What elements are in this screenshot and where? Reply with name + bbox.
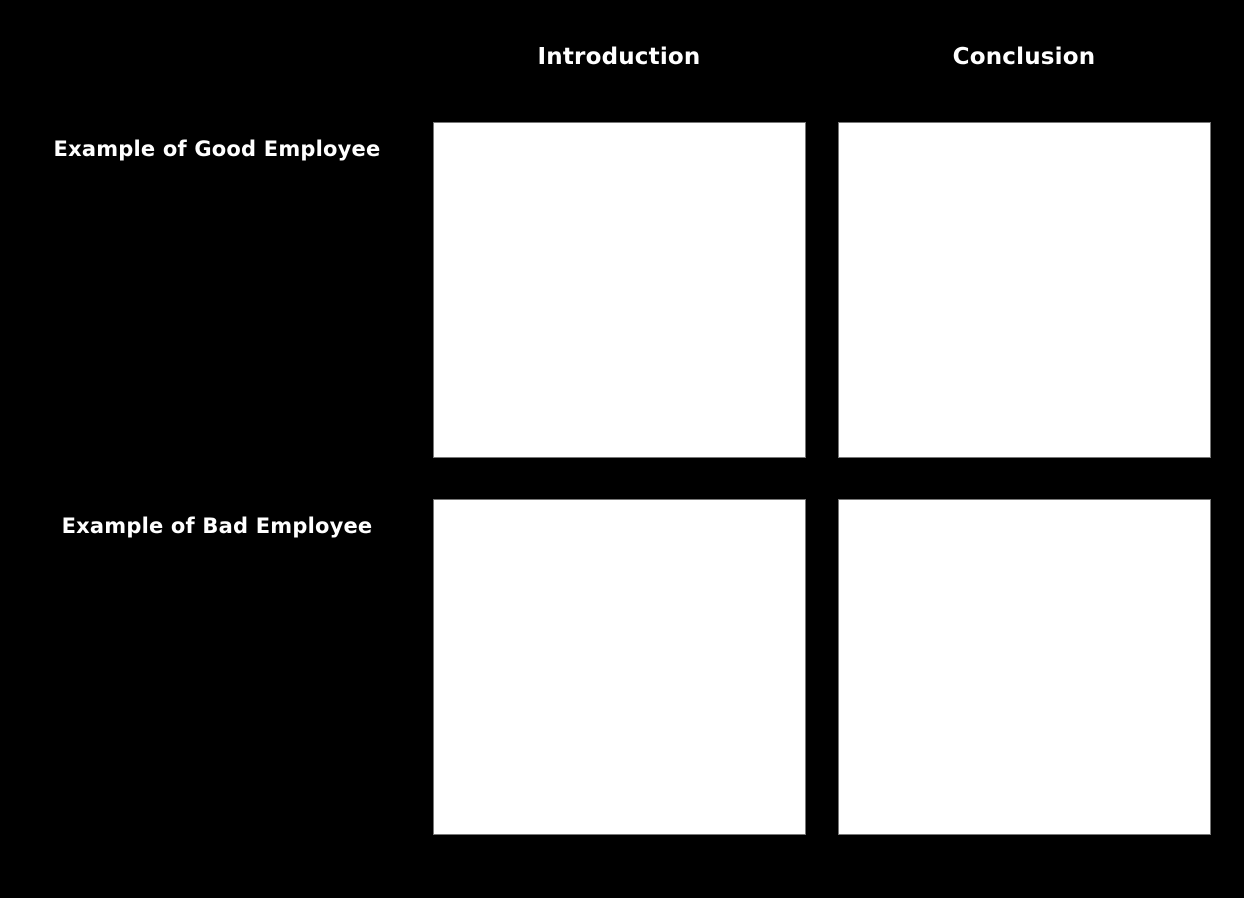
column-header-introduction: Introduction xyxy=(537,44,701,70)
cell-good-introduction[interactable] xyxy=(433,122,806,458)
cell-good-conclusion[interactable] xyxy=(838,122,1211,458)
cell-bad-conclusion[interactable] xyxy=(838,499,1211,835)
row-header-bad-employee: Example of Bad Employee xyxy=(61,514,373,538)
column-header-conclusion: Conclusion xyxy=(952,44,1096,70)
cell-bad-introduction[interactable] xyxy=(433,499,806,835)
row-header-good-employee: Example of Good Employee xyxy=(53,137,381,161)
